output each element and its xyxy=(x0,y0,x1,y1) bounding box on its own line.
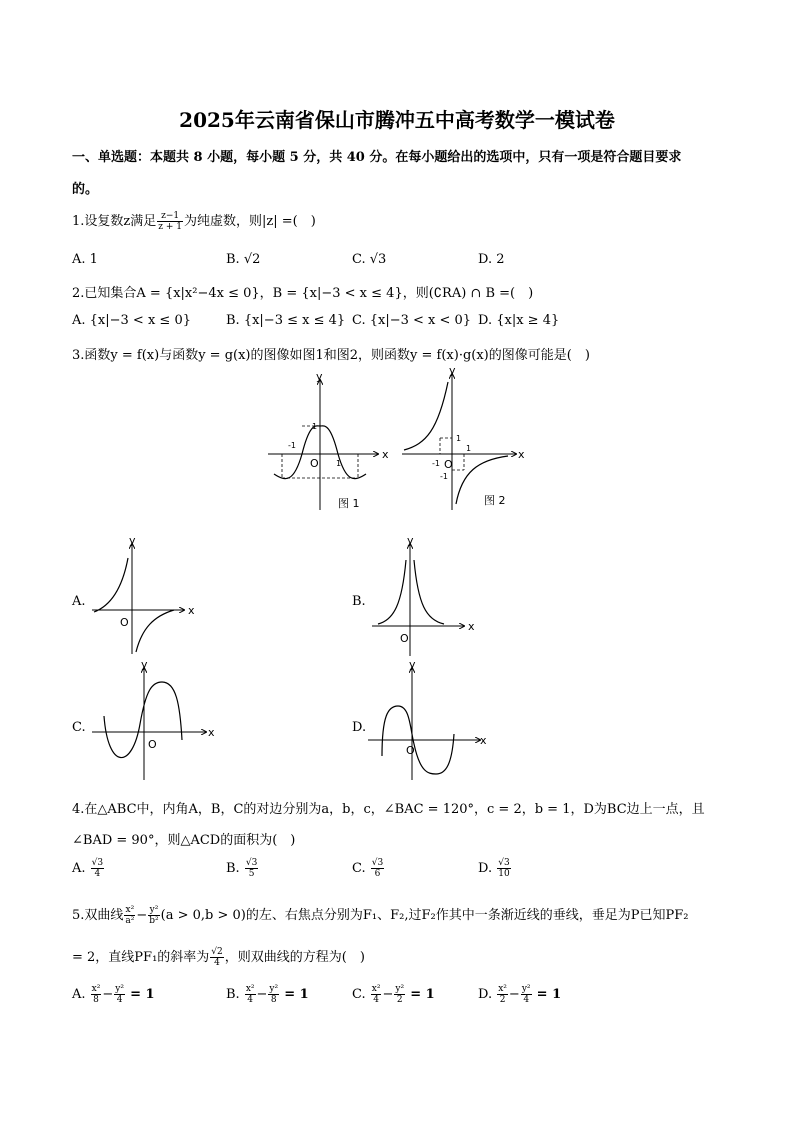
a-origin: O xyxy=(120,616,129,629)
a-y-label: y xyxy=(129,534,136,547)
fig2-tick-1-y: 1 xyxy=(456,434,462,443)
question-1-stem xyxy=(72,210,316,232)
q1-option-b[interactable]: B. √2 xyxy=(226,252,261,267)
q5-stem-a: 5.双曲线 xyxy=(72,908,124,923)
q5-slope-num: √2 xyxy=(211,947,223,957)
q5-d-d1: 2 xyxy=(499,995,506,1005)
q5-f2-den: b² xyxy=(149,916,159,926)
q4-b-den: 5 xyxy=(248,869,255,879)
q3-option-b[interactable]: B. xyxy=(352,594,366,609)
q4-option-b[interactable] xyxy=(226,858,259,879)
q3-option-a-graph[interactable] xyxy=(92,534,202,660)
q4-option-c[interactable] xyxy=(352,858,385,879)
q5-a-n1: x² xyxy=(91,984,101,994)
q3-option-d-graph[interactable] xyxy=(366,658,496,784)
q5-b-rhs: = 1 xyxy=(284,987,309,1002)
q4-b-frac xyxy=(245,858,258,879)
q5-a-d2: 4 xyxy=(116,995,123,1005)
q4-c-frac xyxy=(371,858,384,879)
q5-d-rhs: = 1 xyxy=(536,987,562,1002)
q4-d-label: D. xyxy=(478,861,493,876)
q5-d-label: D. xyxy=(478,987,493,1002)
q5-d-frac2 xyxy=(521,984,532,1005)
q5-line2-a: = 2，直线PF₁的斜率为 xyxy=(72,950,210,965)
fig2-origin: O xyxy=(444,458,453,471)
q5-b-minus: − xyxy=(256,987,268,1002)
q5-c-label: C. xyxy=(352,987,366,1002)
q2-option-b[interactable]: B. {x|−3 ≤ x ≤ 4} xyxy=(226,313,346,328)
q5-minus: − xyxy=(136,908,148,923)
q5-slope xyxy=(210,947,223,968)
b-curve-left xyxy=(378,560,406,624)
q5-c-frac1 xyxy=(371,984,382,1005)
q5-frac-x xyxy=(124,905,135,926)
d-x-label: x xyxy=(480,734,487,747)
q5-d-n2: y² xyxy=(521,984,531,994)
q5-d-minus: − xyxy=(508,987,520,1002)
b-x-label: x xyxy=(468,620,475,633)
fig1-origin: O xyxy=(310,457,319,470)
q5-c-n2: y² xyxy=(395,984,405,994)
d-y-label: y xyxy=(409,658,416,671)
b-origin: O xyxy=(400,632,409,645)
q5-b-d1: 4 xyxy=(247,995,254,1005)
q5-option-a[interactable] xyxy=(72,984,155,1005)
a-curve-right xyxy=(136,610,174,652)
q5-a-n2: y² xyxy=(115,984,124,994)
fig1-tick-1-y: 1 xyxy=(312,422,318,431)
q2-option-c[interactable]: C. {x|−3 < x < 0} xyxy=(352,313,472,328)
q5-a-frac1 xyxy=(91,984,102,1005)
q5-c-n1: x² xyxy=(371,984,381,994)
q5-f2-num: y² xyxy=(149,905,159,915)
q5-b-label: B. xyxy=(226,987,240,1002)
fig2-curve-left xyxy=(404,382,448,450)
q5-a-rhs: = 1 xyxy=(130,987,155,1002)
q5-option-b[interactable] xyxy=(226,984,309,1005)
q1-option-c[interactable]: C. √3 xyxy=(352,252,387,267)
q5-c-rhs: = 1 xyxy=(410,987,435,1002)
q5-d-n1: x² xyxy=(498,984,507,994)
q4-option-d[interactable] xyxy=(478,858,512,879)
fig2-tick-1-x: 1 xyxy=(466,444,472,453)
fig2-x-label: x xyxy=(518,448,525,461)
q1-stem-b: 为纯虚数，则|z| =( ) xyxy=(184,214,316,229)
figure-1 xyxy=(266,370,396,514)
q5-c-d1: 4 xyxy=(373,995,379,1005)
q5-b-n2: y² xyxy=(269,984,279,994)
fig1-tick-neg1: -1 xyxy=(288,441,296,450)
question-4-stem: 4.在△ABC中，内角A，B，C的对边分别为a，b，c，∠BAC = 120°，c = 2，b = 1，D为BC边上一点，且 xyxy=(72,802,705,817)
q5-option-c[interactable] xyxy=(352,984,435,1005)
q5-a-minus: − xyxy=(102,987,114,1002)
q2-option-d[interactable]: D. {x|x ≥ 4} xyxy=(478,313,560,328)
q5-b-frac2 xyxy=(268,984,279,1005)
page-title: 2025年云南省保山市腾冲五中高考数学一模试卷 xyxy=(179,108,615,132)
fig2-caption: 图 2 xyxy=(484,494,506,507)
a-curve-left xyxy=(94,558,128,612)
q4-d-frac xyxy=(497,858,510,879)
q4-a-num: √3 xyxy=(91,858,104,868)
q5-a-d1: 8 xyxy=(93,995,99,1005)
c-origin: O xyxy=(148,738,157,751)
q5-c-d2: 2 xyxy=(396,995,403,1005)
q4-option-a[interactable] xyxy=(72,858,105,879)
q5-c-minus: − xyxy=(382,987,394,1002)
fig2-y-label: y xyxy=(449,364,456,377)
figure-2 xyxy=(400,364,530,514)
q1-frac-num: z−1 xyxy=(157,211,183,222)
q5-a-frac2 xyxy=(114,984,125,1005)
question-4-stem-cont: ∠BAD = 90°，则△ACD的面积为( ) xyxy=(72,833,296,848)
section-heading-cont: 的。 xyxy=(72,182,99,197)
q5-b-n1: x² xyxy=(245,984,255,994)
q5-b-frac1 xyxy=(245,984,256,1005)
q1-stem-a: 1.设复数z满足 xyxy=(72,214,157,229)
q5-stem-b: (a > 0,b > 0)的左、右焦点分别为F₁、F₂,过F₂作其中一条渐近线的垂线，垂足为P已知PF₂ xyxy=(160,908,689,923)
q3-option-a[interactable]: A. xyxy=(72,594,86,609)
q4-c-den: 6 xyxy=(374,869,381,879)
fig2-tick-neg1-x: -1 xyxy=(432,459,440,468)
q4-c-label: C. xyxy=(352,861,366,876)
question-2-stem: 2.已知集合A = {x|x²−4x ≤ 0}，B = {x|−3 < x ≤ 4}，则(∁RA) ∩ B =( ) xyxy=(72,286,534,301)
q5-b-d2: 8 xyxy=(270,995,277,1005)
q4-d-den: 10 xyxy=(498,869,510,879)
c-y-label: y xyxy=(141,658,148,671)
q3-option-b-graph[interactable] xyxy=(372,534,482,660)
c-x-label: x xyxy=(208,726,215,739)
section-heading: 一、单选题：本题共 8 小题，每小题 5 分，共 40 分。在每小题给出的选项中，只有一项是符合题目要求 xyxy=(72,150,682,165)
fig1-tick-1-x: 1 xyxy=(336,459,342,468)
q5-slope-den: 4 xyxy=(214,958,220,968)
q5-a-label: A. xyxy=(72,987,86,1002)
q4-a-label: A. xyxy=(72,861,86,876)
q4-b-num: √3 xyxy=(245,858,258,868)
q5-option-d[interactable] xyxy=(478,984,561,1005)
fig2-tick-neg1-y: -1 xyxy=(440,472,448,481)
question-5-stem-cont xyxy=(72,946,365,968)
q5-line2-b: ，则双曲线的方程为( ) xyxy=(224,950,365,965)
b-y-label: y xyxy=(407,534,414,547)
d-origin: O xyxy=(406,744,415,757)
question-5-stem xyxy=(72,904,688,926)
fig1-y-label: y xyxy=(316,370,323,383)
q5-c-frac2 xyxy=(394,984,405,1005)
q1-frac-den: z + 1 xyxy=(158,222,182,232)
q3-option-c-graph[interactable] xyxy=(92,658,222,784)
question-3-stem: 3.函数y = f(x)与函数y = g(x)的图像如图1和图2，则函数y = f(x)·g(x)的图像可能是( ) xyxy=(72,348,590,363)
q5-f1-num: x² xyxy=(125,905,135,915)
q5-d-d2: 4 xyxy=(523,995,530,1005)
a-x-label: x xyxy=(188,604,195,617)
q4-c-num: √3 xyxy=(371,858,384,868)
q3-option-d[interactable]: D. xyxy=(352,720,367,735)
c-curve xyxy=(104,682,182,758)
q4-a-frac xyxy=(91,858,104,879)
q4-d-num: √3 xyxy=(498,858,510,868)
b-curve-right xyxy=(414,560,444,624)
q4-b-label: B. xyxy=(226,861,240,876)
q5-frac-y xyxy=(148,905,159,926)
q2-option-a[interactable]: A. {x|−3 < x ≤ 0} xyxy=(72,313,191,328)
fig1-x-label: x xyxy=(382,448,389,461)
q1-fraction xyxy=(157,211,183,232)
fig1-caption: 图 1 xyxy=(338,497,360,510)
q1-option-d[interactable]: D. 2 xyxy=(478,252,505,267)
q3-option-c[interactable]: C. xyxy=(72,720,86,735)
q1-option-a[interactable]: A. 1 xyxy=(72,252,98,267)
q5-f1-den: a² xyxy=(125,916,135,926)
q5-d-frac1 xyxy=(497,984,508,1005)
q4-a-den: 4 xyxy=(94,869,101,879)
